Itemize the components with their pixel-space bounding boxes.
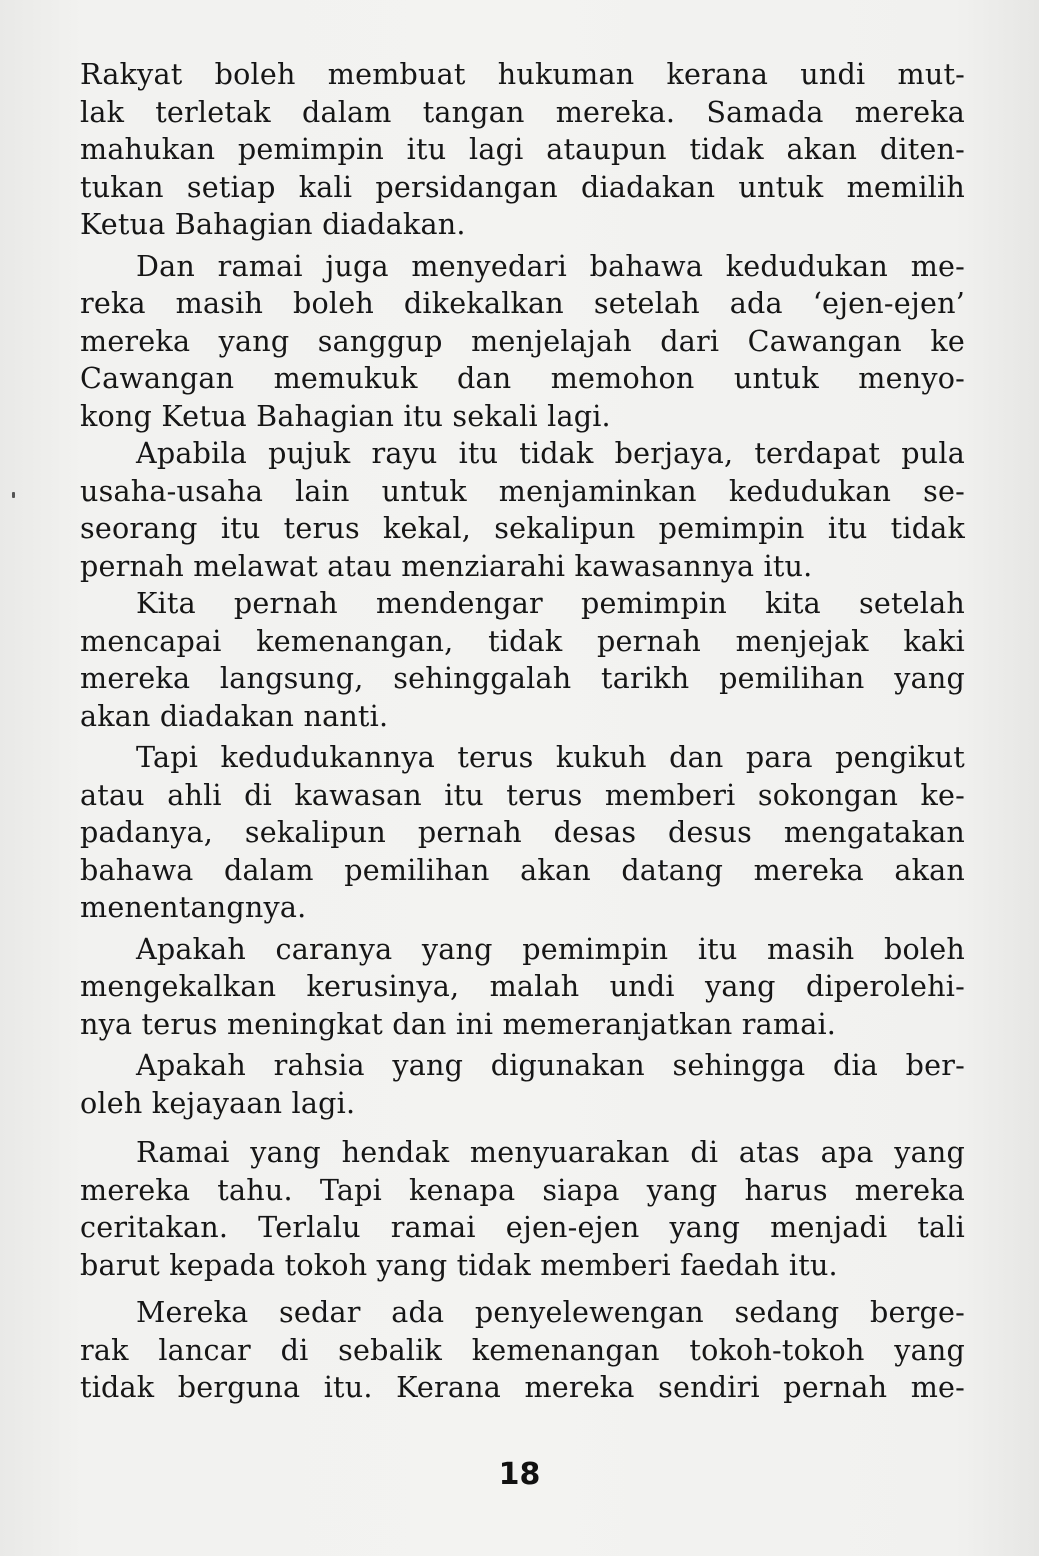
text-line: Dan ramai juga menyedari bahawa kedudukan me- bbox=[136, 248, 965, 283]
text-line: kong Ketua Bahagian itu sekali lagi. bbox=[80, 398, 611, 433]
text-line: atau ahli di kawasan itu terus memberi sokongan ke- bbox=[80, 777, 965, 812]
text-line: Mereka sedar ada penyelewengan sedang berge- bbox=[136, 1295, 965, 1329]
text-line: akan diadakan nanti. bbox=[80, 698, 389, 733]
paragraph-2 bbox=[80, 248, 965, 436]
text-line: pernah melawat atau menziarahi kawasannya itu. bbox=[80, 548, 813, 583]
text-line: padanya, sekalipun pernah desas desus mengatakan bbox=[80, 815, 965, 849]
text-line: usaha-usaha lain untuk menjaminkan kedudukan se- bbox=[80, 473, 965, 508]
paragraph-3 bbox=[80, 435, 965, 585]
paragraph-6 bbox=[80, 931, 965, 1044]
text-line: Kita pernah mendengar pemimpin kita setelah bbox=[136, 586, 965, 620]
paragraph-9 bbox=[80, 1294, 965, 1407]
text-line: ceritakan. Terlalu ramai ejen-ejen yang menjadi tali bbox=[80, 1210, 965, 1244]
text-line: tukan setiap kali persidangan diadakan untuk memilih bbox=[80, 169, 965, 204]
text-line: rak lancar di sebalik kemenangan tokoh-tokoh yang bbox=[80, 1332, 965, 1367]
paragraph-4 bbox=[80, 585, 965, 735]
text-line: mahukan pemimpin itu lagi ataupun tidak akan diten- bbox=[80, 132, 965, 166]
text-line: seorang itu terus kekal, sekalipun pemimpin itu tidak bbox=[80, 511, 965, 545]
text-line: Rakyat boleh membuat hukuman kerana undi mut- bbox=[80, 57, 965, 91]
text-line: mengekalkan kerusinya, malah undi yang diperolehi- bbox=[80, 969, 965, 1003]
text-line: Apakah rahsia yang digunakan sehingga dia ber- bbox=[136, 1048, 965, 1082]
text-line: barut kepada tokoh yang tidak memberi faedah itu. bbox=[80, 1247, 838, 1282]
text-line: menentangnya. bbox=[80, 890, 307, 924]
paragraph-8 bbox=[80, 1134, 965, 1284]
text-line: Cawangan memukuk dan memohon untuk menyo- bbox=[80, 361, 965, 395]
text-line: reka masih boleh dikekalkan setelah ada ‘ejen-ejen’ bbox=[80, 286, 965, 320]
paragraph-7 bbox=[80, 1047, 965, 1122]
margin-mark bbox=[12, 492, 15, 498]
text-line: mencapai kemenangan, tidak pernah menjejak kaki bbox=[80, 623, 965, 658]
text-line: mereka tahu. Tapi kenapa siapa yang harus mereka bbox=[80, 1172, 965, 1207]
text-line: bahawa dalam pemilihan akan datang mereka akan bbox=[80, 852, 965, 887]
text-line: mereka yang sanggup menjelajah dari Cawangan ke bbox=[80, 323, 965, 358]
text-line: Ramai yang hendak menyuarakan di atas apa yang bbox=[136, 1135, 965, 1169]
paragraph-1 bbox=[80, 56, 965, 244]
paragraph-5 bbox=[80, 739, 965, 927]
text-line: lak terletak dalam tangan mereka. Samada mereka bbox=[80, 94, 965, 129]
page-number: 18 bbox=[498, 1457, 541, 1492]
text-line: Ketua Bahagian diadakan. bbox=[80, 207, 466, 241]
text-line: Tapi kedudukannya terus kukuh dan para pengikut bbox=[136, 740, 965, 774]
text-line: Apabila pujuk rayu itu tidak berjaya, terdapat pula bbox=[136, 436, 965, 470]
text-line: oleh kejayaan lagi. bbox=[80, 1085, 356, 1120]
text-line: Apakah caranya yang pemimpin itu masih boleh bbox=[136, 931, 965, 966]
text-line: tidak berguna itu. Kerana mereka sendiri pernah me- bbox=[80, 1370, 965, 1404]
text-line: mereka langsung, sehinggalah tarikh pemilihan yang bbox=[80, 661, 965, 695]
text-line: nya terus meningkat dan ini memeranjatkan ramai. bbox=[80, 1006, 837, 1041]
body-text bbox=[80, 56, 965, 1407]
